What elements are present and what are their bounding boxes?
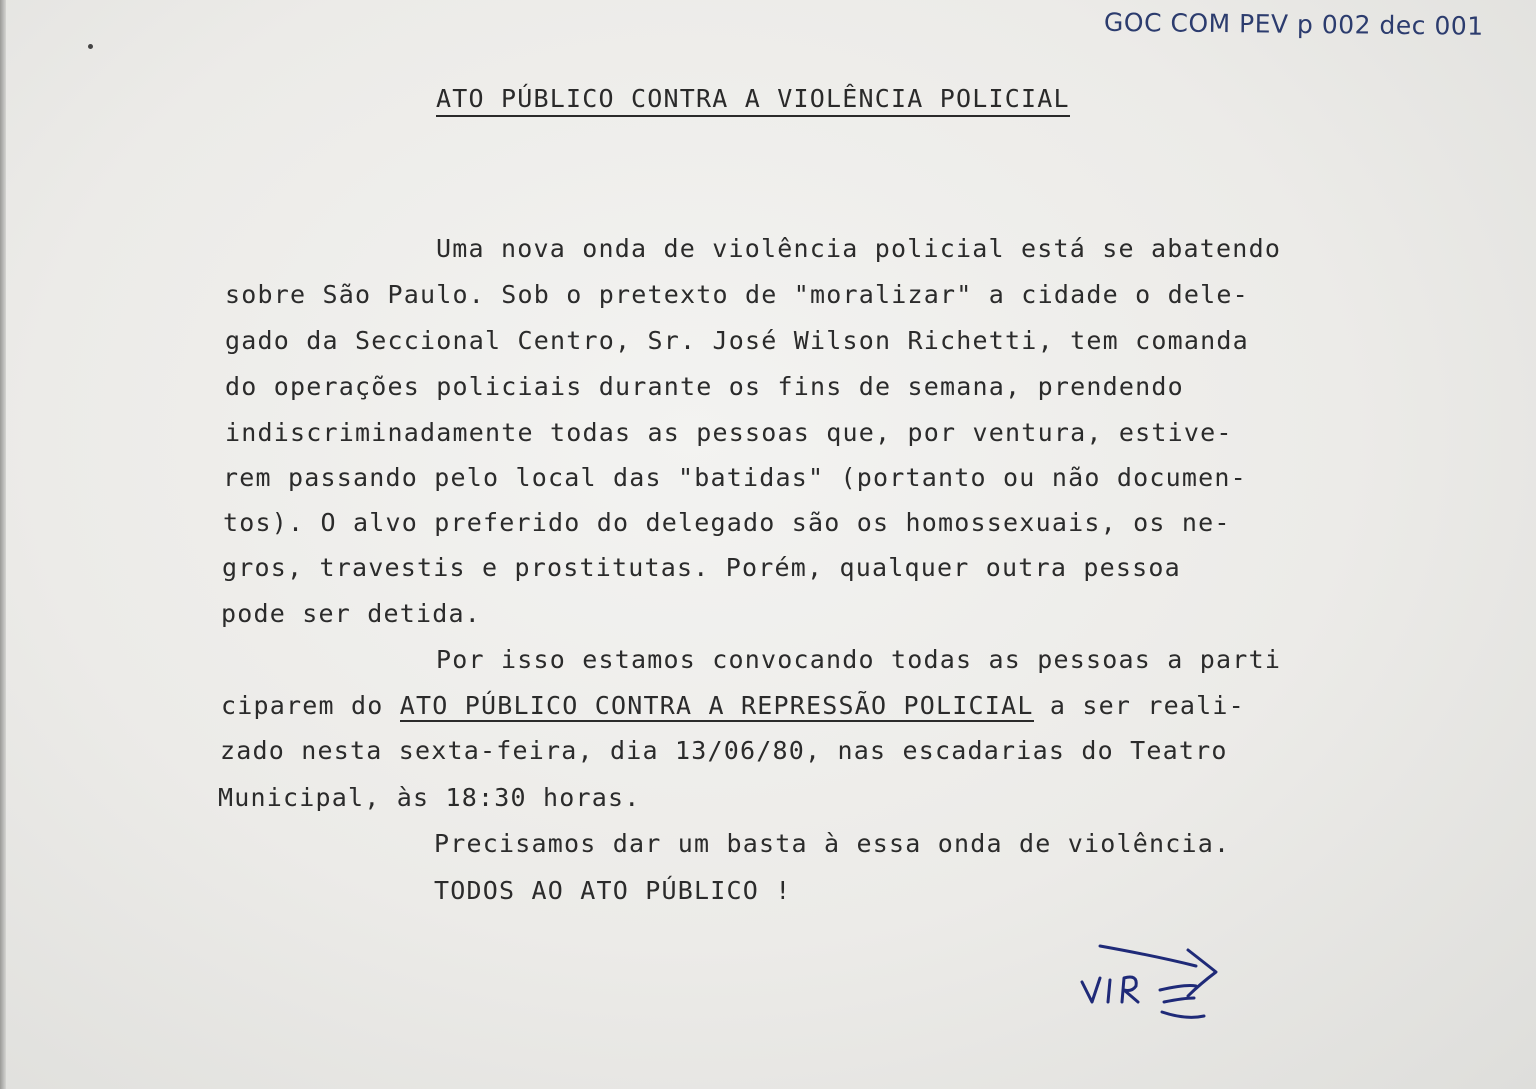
closing-line: Precisamos dar um basta à essa onda de violência. xyxy=(434,829,1231,858)
body-line-2: sobre São Paulo. Sob o pretexto de "moralizar" a cidade o dele- xyxy=(225,280,1249,309)
document-title: ATO PÚBLICO CONTRA A VIOLÊNCIA POLICIAL xyxy=(436,84,1070,117)
body-line-4: do operações policiais durante os fins de semana, prendendo xyxy=(225,372,1184,401)
body-line-1: Uma nova onda de violência policial está se abatendo xyxy=(436,234,1282,263)
body-line-6: rem passando pelo local das "batidas" (portanto ou não documen- xyxy=(223,463,1247,492)
rally-call: TODOS AO ATO PÚBLICO ! xyxy=(434,876,792,905)
body-line-13: Municipal, às 18:30 horas. xyxy=(218,783,641,812)
line-11-end: a ser reali- xyxy=(1033,691,1245,720)
event-name-underlined: ATO PÚBLICO CONTRA A REPRESSÃO POLICIAL xyxy=(399,691,1034,720)
body-line-12: zado nesta sexta-feira, dia 13/06/80, nas escadarias do Teatro xyxy=(220,736,1228,765)
page-edge-shadow xyxy=(0,0,6,1089)
ink-dot xyxy=(88,44,93,49)
line-11-start: ciparem do xyxy=(221,691,400,720)
body-line-8: gros, travestis e prostitutas. Porém, qualquer outra pessoa xyxy=(222,553,1181,582)
body-line-5: indiscriminadamente todas as pessoas que, por ventura, estive- xyxy=(225,418,1233,447)
body-line-7: tos). O alvo preferido do delegado são os homossexuais, os ne- xyxy=(223,508,1231,537)
handwritten-vire-arrow-icon xyxy=(1076,940,1226,1040)
body-line-11 xyxy=(221,691,1245,721)
body-line-3: gado da Seccional Centro, Sr. José Wilson Richetti, tem comanda xyxy=(225,326,1249,355)
handwritten-archive-note: GOC COM PEV p 002 dec 001 xyxy=(1103,7,1484,41)
body-line-10: Por isso estamos convocando todas as pessoas a parti xyxy=(436,645,1282,674)
body-line-9: pode ser detida. xyxy=(221,599,482,628)
